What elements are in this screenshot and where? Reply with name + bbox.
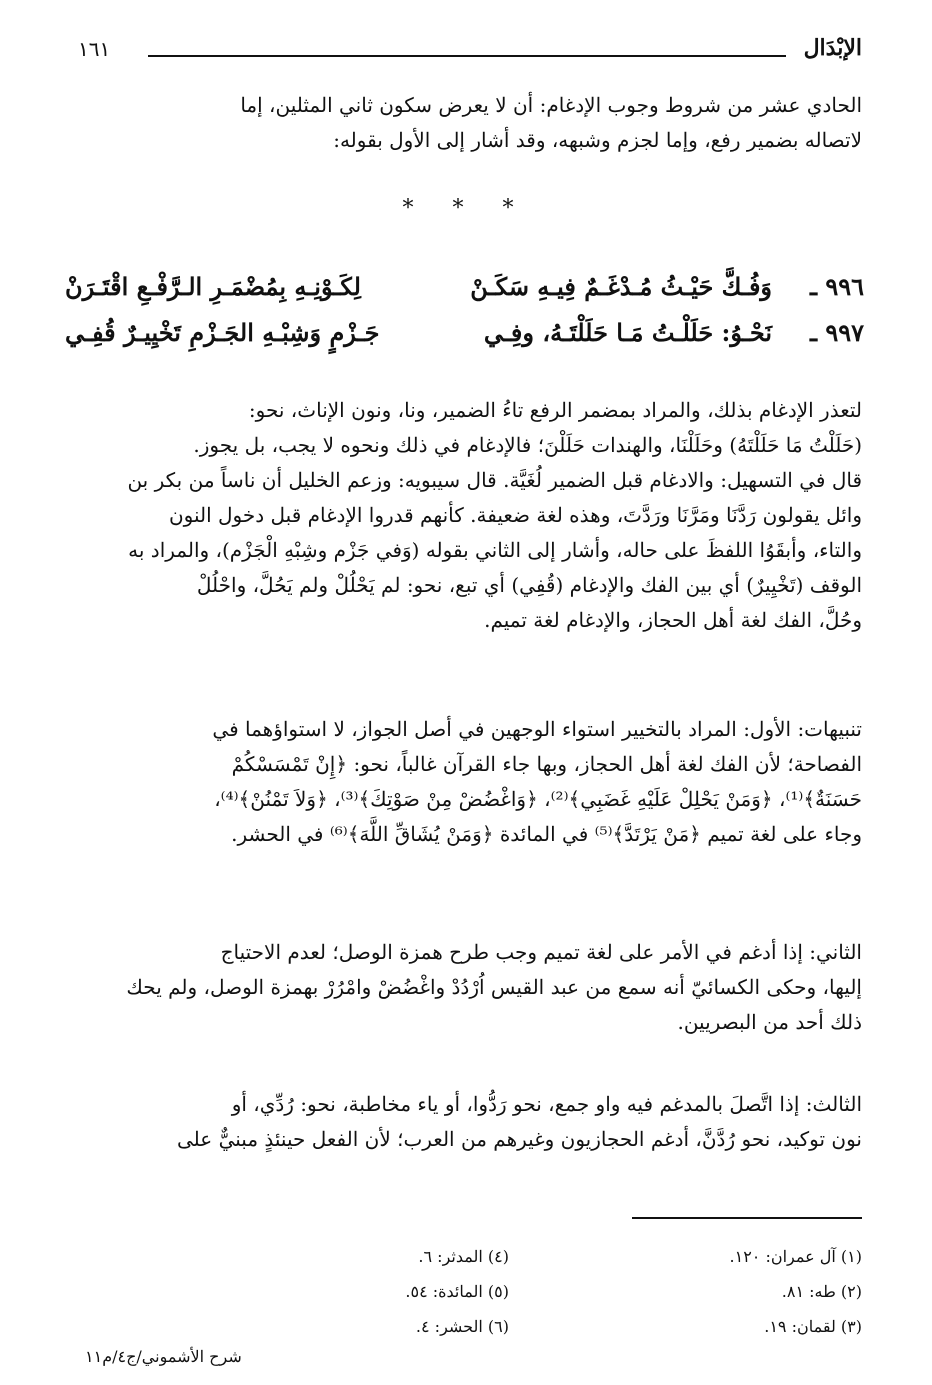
- text-line: إليها، وحكى الكسائيّ أنه سمع من عبد القيس اُرْدُدْ واغْضُضْ وامْرُرْ بهمزة الوصل، ولم يحك: [126, 975, 862, 999]
- page-number: ١٦١: [78, 37, 111, 61]
- verse-hemistich-first: وَفُـكَّ حَيْـثُ مُـدْغَـمٌ فِيـهِ سَكَـنْ: [470, 272, 772, 301]
- notes-first-paragraph: [68, 712, 862, 852]
- printer-signature: شرح الأشموني/ج٤/م١١: [85, 1347, 242, 1366]
- footnote: (٣) لقمان: ١٩.: [764, 1317, 862, 1336]
- verse-hemistich-second: جَـزْمٍ وَشِبْـهِ الجَـزْمِ تَخْيِيـرٌ قُفِـي: [65, 318, 380, 347]
- chapter-title: الإبْدَال: [803, 35, 862, 61]
- footnote: (١) آل عمران: ١٢٠.: [729, 1247, 862, 1266]
- text-line: قال في التسهيل: والادغام قبل الضمير لُغَيَّة. قال سيبويه: وزعم الخليل أن ناساً من بكر بن: [127, 468, 862, 492]
- text-line: لتعذر الإدغام بذلك، والمراد بمضمر الرفع تاءُ الضمير، ونا، ونون الإناث، نحو:: [248, 398, 862, 422]
- text-line: الثاني: إذا أدغم في الأمر على لغة تميم وجب طرح همزة الوصل؛ لعدم الاحتياج: [220, 940, 862, 964]
- intro-paragraph: [68, 88, 862, 158]
- text-line: الحادي عشر من شروط وجوب الإدغام: أن لا يعرض سكون ثاني المثلين، إما: [240, 93, 862, 117]
- verse-hemistich-first: نَحْـوُ: حَلَلْـتُ مَـا حَلَلْتَـهُ، وفِـي: [483, 318, 772, 347]
- verse-hemistich-second: لِكَـوْنِـهِ بِمُضْمَـرِ الـرَّفْـعِ اقْتَـرَنْ: [65, 272, 361, 301]
- text-line: الوقف (تَخْيِيرٌ) أي بين الفك والإدغام (قُفِي) أي تبع، نحو: لم يَحْلُلْ ولم يَحُلَّ، واحْلُلْ: [196, 573, 862, 597]
- footnote-rule: [632, 1217, 862, 1219]
- footnote: (٢) طه: ٨١.: [781, 1282, 862, 1301]
- text-line: الثالث: إذا اتَّصلَ بالمدغم فيه واو جمع، نحو رَدُّوا، أو ياء مخاطبة، نحو: رُدِّي، أو: [231, 1092, 862, 1116]
- text-line: لاتصاله بضمير رفع، وإما لجزم وشبهه، وقد أشار إلى الأول بقوله:: [333, 128, 862, 152]
- footnote: (٦) الحشر: ٤.: [415, 1317, 509, 1336]
- verse-997: [65, 318, 864, 358]
- footnote: (٤) المدثر: ٦.: [418, 1247, 509, 1266]
- section-separator: * * *: [402, 196, 530, 221]
- footnote: (٥) المائدة: ٥٤.: [405, 1282, 509, 1301]
- text-line: تنبيهات: الأول: المراد بالتخيير استواء الوجهين في أصل الجواز، لا استواؤهما في: [212, 717, 862, 741]
- header-rule: [148, 55, 786, 57]
- verse-number: ٩٩٧ ـ: [809, 318, 864, 347]
- notes-third-paragraph: [68, 1087, 862, 1157]
- text-line: (حَلَلْتُ مَا حَلَلْتَهُ) وحَلَلْنَا، والهندات حَلَلْنَ؛ فالإدغام في ذلك ونحوه لا يجب، بل يجوز.: [193, 433, 862, 457]
- notes-second-paragraph: [68, 935, 862, 1040]
- text-line: نون توكيد، نحو رُدَّنَّ، أدغم الحجازيون وغيرهم من العرب؛ لأن الفعل حينئذٍ مبنيٌّ على: [177, 1127, 862, 1151]
- commentary-paragraph: [68, 393, 862, 638]
- text-line: وحُلَّ، الفك لغة أهل الحجاز، والإدغام لغة تميم.: [484, 608, 862, 632]
- text-line: حَسَنَةٌ﴾⁽¹⁾، ﴿وَمَنْ يَحْلِلْ عَلَيْهِ غَضَبِي﴾⁽²⁾، ﴿وَاغْضُضْ مِنْ صَوْتِكَ﴾⁽³⁾، ﴿وَلاَ تَمْنُنْ﴾⁽⁴⁾،: [214, 787, 862, 811]
- text-line: وجاء على لغة تميم ﴿مَنْ يَرْتَدَّ﴾⁽⁵⁾ في المائدة ﴿وَمَنْ يُشَاقِّ اللَّهَ﴾⁽⁶⁾ في الحشر.: [231, 822, 862, 846]
- page-header: [78, 35, 862, 75]
- verse-996: [65, 272, 864, 312]
- text-line: والتاء، وأبقَوُا اللفظَ على حاله، وأشار إلى الثاني بقوله (وَفي جَزْم وشِبْهِ الْجَزْم)، والمراد به: [128, 538, 862, 562]
- text-line: الفصاحة؛ لأن الفك لغة أهل الحجاز، وبها جاء القرآن غالباً، نحو: ﴿إِنْ تَمْسَسْكُمْ: [231, 752, 862, 776]
- verse-number: ٩٩٦ ـ: [809, 272, 864, 301]
- text-line: ذلك أحد من البصريين.: [677, 1010, 862, 1034]
- text-line: وائل يقولون رَدَّنَا ومَرَّنَا ورَدَّتَ، وهذه لغة ضعيفة. كأنهم قدروا الإدغام قبل دخول النون: [168, 503, 862, 527]
